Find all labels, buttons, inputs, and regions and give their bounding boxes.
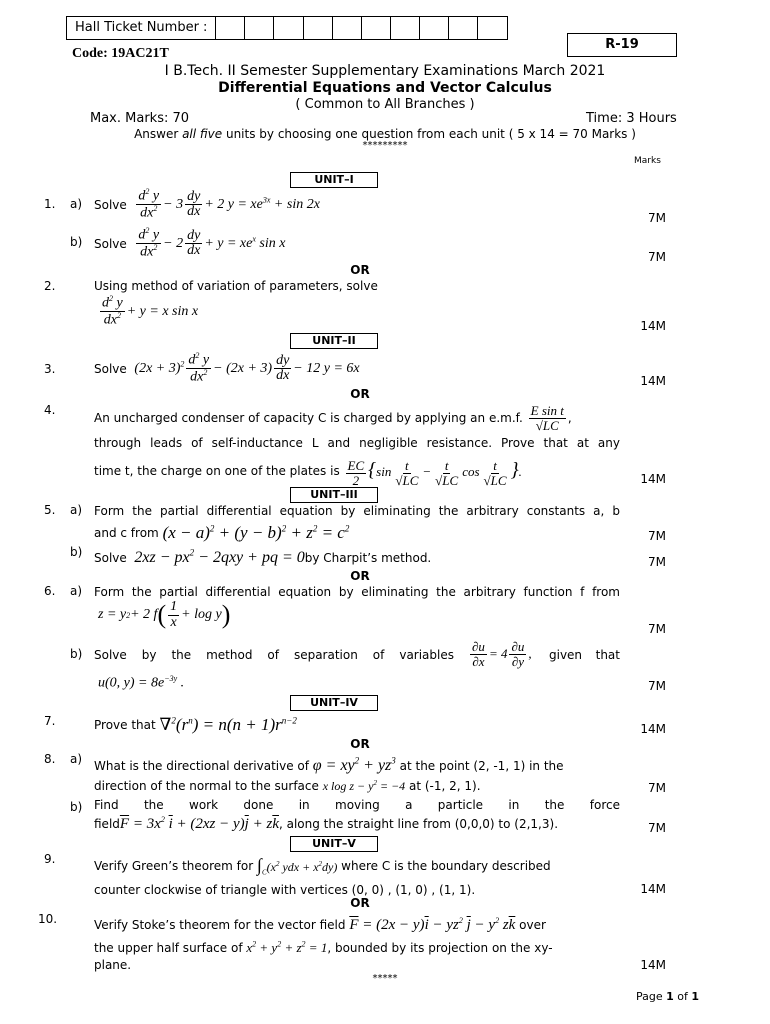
- question-8a-line1: [94, 754, 564, 778]
- marks: 7M: [648, 555, 666, 569]
- q6b-equation: $\frac{\partial u}{\partial x}$ = 4 $\frac{\partial u}{\partial y}$ ,: [472, 639, 532, 669]
- max-marks: Max. Marks: 70: [90, 111, 190, 126]
- marks: 14M: [640, 374, 666, 388]
- question-1a: [94, 188, 320, 222]
- marks: 14M: [640, 319, 666, 333]
- question-number: 7.: [44, 714, 56, 728]
- footer-mid: of: [673, 990, 692, 1003]
- marks: 14M: [640, 722, 666, 736]
- question-number: 6.: [44, 584, 56, 598]
- hall-ticket-cell: [245, 17, 274, 39]
- hall-ticket-cell: [391, 17, 420, 39]
- q3-equation: $(2x + 3)^2$ $\frac{d^2 y}{dx^2}$ − (2x + 3) $\frac{dy}{dx}$ − 12 y = 6x: [134, 351, 360, 385]
- question-6a-line1: Form the partial differential equation by eliminating the arbitrary function f from: [94, 585, 620, 599]
- question-number: 1.: [44, 197, 56, 211]
- question-6b-text1: [94, 646, 454, 664]
- page-footer: [636, 990, 699, 1003]
- q10-text1: Verify Stoke’s theorem for the vector field: [94, 918, 346, 933]
- q10-field-equation: $\overline{F} = (2x - y)\overline{i} - yz^2$ $\overline{j} - y^2$ $z\overline{k}$: [349, 916, 516, 933]
- question-part: a): [70, 752, 83, 766]
- q8b-text2: field: [94, 817, 120, 832]
- footer-page: 1: [666, 990, 674, 1003]
- q6b-condition: u(0, $y) = 8e^{-3y}$ .: [98, 674, 185, 691]
- q4-text1: An uncharged condenser of capacity C is charged by applying an e.m.f.: [94, 411, 523, 426]
- q8a-text4: at (-1, 2, 1).: [409, 779, 481, 793]
- q2-equation: $\frac{d^2 y}{dx^2}$ + y = x sin x: [102, 294, 199, 328]
- question-8b-line1: Find the work done in moving a particle in the force: [94, 798, 620, 812]
- marks: 14M: [640, 882, 666, 896]
- question-number: 2.: [44, 279, 56, 293]
- hall-ticket-cell: [362, 17, 391, 39]
- marks: 7M: [648, 821, 666, 835]
- hall-ticket-cell: [420, 17, 449, 39]
- hall-ticket-box: [66, 16, 508, 40]
- q1b-equation: $\frac{d^2 y}{dx^2}$ − 2 $\frac{dy}{dx}$ + $y = xe^x$ sin x: [138, 226, 286, 260]
- question-4-line3: [94, 455, 522, 487]
- unit-4-heading: UNIT–IV: [290, 695, 378, 711]
- q5b-equation: $2xz - px^2 - 2qxy$ + pq = 0: [134, 547, 305, 566]
- question-5a-line2: [94, 520, 349, 546]
- q1a-text: Solve: [94, 197, 127, 212]
- or-separator: OR: [350, 569, 370, 583]
- q6a-equation: z = y 2 + 2 f ( $\frac{1}{x}$ + log y ): [98, 599, 231, 630]
- q9-text2: where C is the boundary described: [341, 858, 551, 873]
- q9-integral: $\int_C(x^2$ ydx + $x^2dy$): [257, 855, 338, 877]
- q8a-surface-equation: x $\log z - y^2 = -4$: [322, 779, 406, 793]
- marks: 7M: [648, 250, 666, 264]
- or-separator: OR: [350, 263, 370, 277]
- instr-post: units by choosing one question from each unit ( 5 x 14 = 70 Marks ): [222, 127, 636, 141]
- marks: 14M: [640, 472, 666, 486]
- q8a-text2: at the point (2, -1, 1) in the: [399, 759, 564, 773]
- marks: 7M: [648, 211, 666, 225]
- q6b-text2: given that: [549, 648, 620, 662]
- hall-ticket-cell: [304, 17, 333, 39]
- or-separator: OR: [350, 896, 370, 910]
- q8a-phi-equation: $\varphi = xy^2 + yz^3$: [312, 755, 396, 774]
- q10-text2: over: [519, 918, 546, 933]
- q10-text3: the upper half surface of: [94, 940, 243, 955]
- question-part: b): [70, 647, 83, 661]
- question-8b-line2: [94, 813, 558, 836]
- question-1b: [94, 227, 285, 261]
- question-number: 4.: [44, 403, 56, 417]
- q6b-text1: Solve by the method of separation of variables: [94, 648, 454, 662]
- question-part: a): [70, 584, 83, 598]
- question-4-line2: through leads of self-inductance L and negligible resistance. Prove that at any: [94, 436, 620, 450]
- question-number: 3.: [44, 362, 56, 376]
- marks-heading: Marks: [634, 156, 661, 166]
- instr-em: all five: [182, 127, 223, 141]
- question-5a-line1: Form the partial differential equation by eliminating the arbitrary constants a, b: [94, 504, 620, 518]
- q4-text3: time t, the charge on one of the plates is: [94, 464, 340, 479]
- instr-pre: Answer: [134, 127, 183, 141]
- question-part: a): [70, 197, 83, 211]
- common-branches: ( Common to All Branches ): [295, 97, 475, 112]
- q8a-text1: What is the directional derivative of: [94, 759, 309, 773]
- question-3: [94, 352, 360, 386]
- footer-total: 1: [691, 990, 700, 1003]
- hall-ticket-cell: [274, 17, 303, 39]
- question-5b: [94, 546, 431, 570]
- hall-ticket-cell: [333, 17, 362, 39]
- hall-ticket-label: Hall Ticket Number :: [67, 17, 216, 39]
- question-number: 10.: [38, 912, 58, 926]
- subject-code: Code: 19AC21T: [72, 46, 169, 61]
- or-separator: OR: [350, 387, 370, 401]
- marks: 7M: [648, 679, 666, 693]
- header-stars: *********: [362, 140, 408, 151]
- q4-emf-equation: $\frac{\text{E sin t}}{√LC}$: [530, 403, 564, 433]
- q5a-equation: $(x - a)^2 + (y - b)^2 + z^2 = c^2$: [162, 523, 350, 542]
- question-10-line3: plane.: [94, 958, 132, 972]
- q3-text: Solve: [94, 361, 127, 376]
- q1b-text: Solve: [94, 236, 127, 251]
- q9-text1: Verify Green’s theorem for: [94, 858, 254, 873]
- question-number: 9.: [44, 852, 56, 866]
- exam-time: Time: 3 Hours: [586, 111, 677, 126]
- q8b-field-equation: $\overline{F} = 3x^2$ $\overline{i} + (2xz - y)\overline{j} + z\overline{k}$: [119, 815, 279, 832]
- unit-2-heading: UNIT–II: [290, 333, 378, 349]
- q4-charge-equation: $\frac{EC}{2}$ {sin $\frac{t}{√LC}$ − $\frac{t}{√LC}$ cos $\frac{t}{√LC}$ }.: [347, 457, 522, 488]
- question-part: b): [70, 545, 83, 559]
- question-7: [94, 712, 297, 738]
- q7-text: Prove that: [94, 717, 156, 732]
- question-6b-text2: [549, 646, 620, 664]
- unit-1-heading: UNIT–I: [290, 172, 378, 188]
- unit-5-heading: UNIT–V: [290, 836, 378, 852]
- question-number: 8.: [44, 752, 56, 766]
- question-10-line2: [94, 938, 553, 958]
- end-stars: *****: [372, 973, 398, 984]
- question-part: a): [70, 503, 83, 517]
- question-9-line1: [94, 852, 620, 879]
- regulation-badge: R-19: [567, 33, 677, 57]
- footer-pre: Page: [636, 990, 667, 1003]
- question-9-line2: counter clockwise of triangle with vertices (0, 0) , (1, 0) , (1, 1).: [94, 883, 476, 897]
- q5b-text2: by Charpit’s method.: [304, 551, 432, 565]
- subject-title: Differential Equations and Vector Calculus: [218, 80, 552, 96]
- q8a-text3: direction of the normal to the surface: [94, 779, 319, 793]
- hall-ticket-cell: [478, 17, 507, 39]
- instructions: [0, 127, 770, 141]
- q10-text4: , bounded by its projection on the xy-: [327, 940, 553, 955]
- marks: 14M: [640, 958, 666, 972]
- question-number: 5.: [44, 503, 56, 517]
- q10-surface-equation: $x^2 + y^2 + z^2 = 1$: [246, 939, 328, 955]
- q8b-text3: , along the straight line from (0,0,0) to (2,1,3).: [278, 817, 559, 832]
- hall-ticket-cell: [449, 17, 478, 39]
- hall-ticket-cell: [216, 17, 245, 39]
- marks: 7M: [648, 781, 666, 795]
- marks: 7M: [648, 622, 666, 636]
- q5a-text2: and c from: [94, 525, 159, 540]
- q7-equation: $\nabla^2(r^n) = n(n + 1)r^{n-2}$: [159, 715, 297, 734]
- question-part: b): [70, 235, 83, 249]
- question-2-text: Using method of variation of parameters, solve: [94, 279, 378, 293]
- q5b-text1: Solve: [94, 551, 127, 565]
- exam-title: I B.Tech. II Semester Supplementary Examinations March 2021: [164, 63, 606, 79]
- or-separator: OR: [350, 737, 370, 751]
- question-4-line1: An uncharged condenser of capacity C is charged by applying an e.m.f. $\frac{\text{E sin t}}{√LC}$ ,: [94, 403, 572, 433]
- q1a-equation: $\frac{d^2 y}{dx^2}$ − 3 $\frac{dy}{dx}$ + 2 $y = xe^{3x} + \sin 2x$: [138, 187, 320, 221]
- question-8a-line2: [94, 777, 481, 795]
- question-10-line1: [94, 914, 620, 937]
- marks: 7M: [648, 529, 666, 543]
- question-part: b): [70, 800, 83, 814]
- unit-3-heading: UNIT–III: [290, 487, 378, 503]
